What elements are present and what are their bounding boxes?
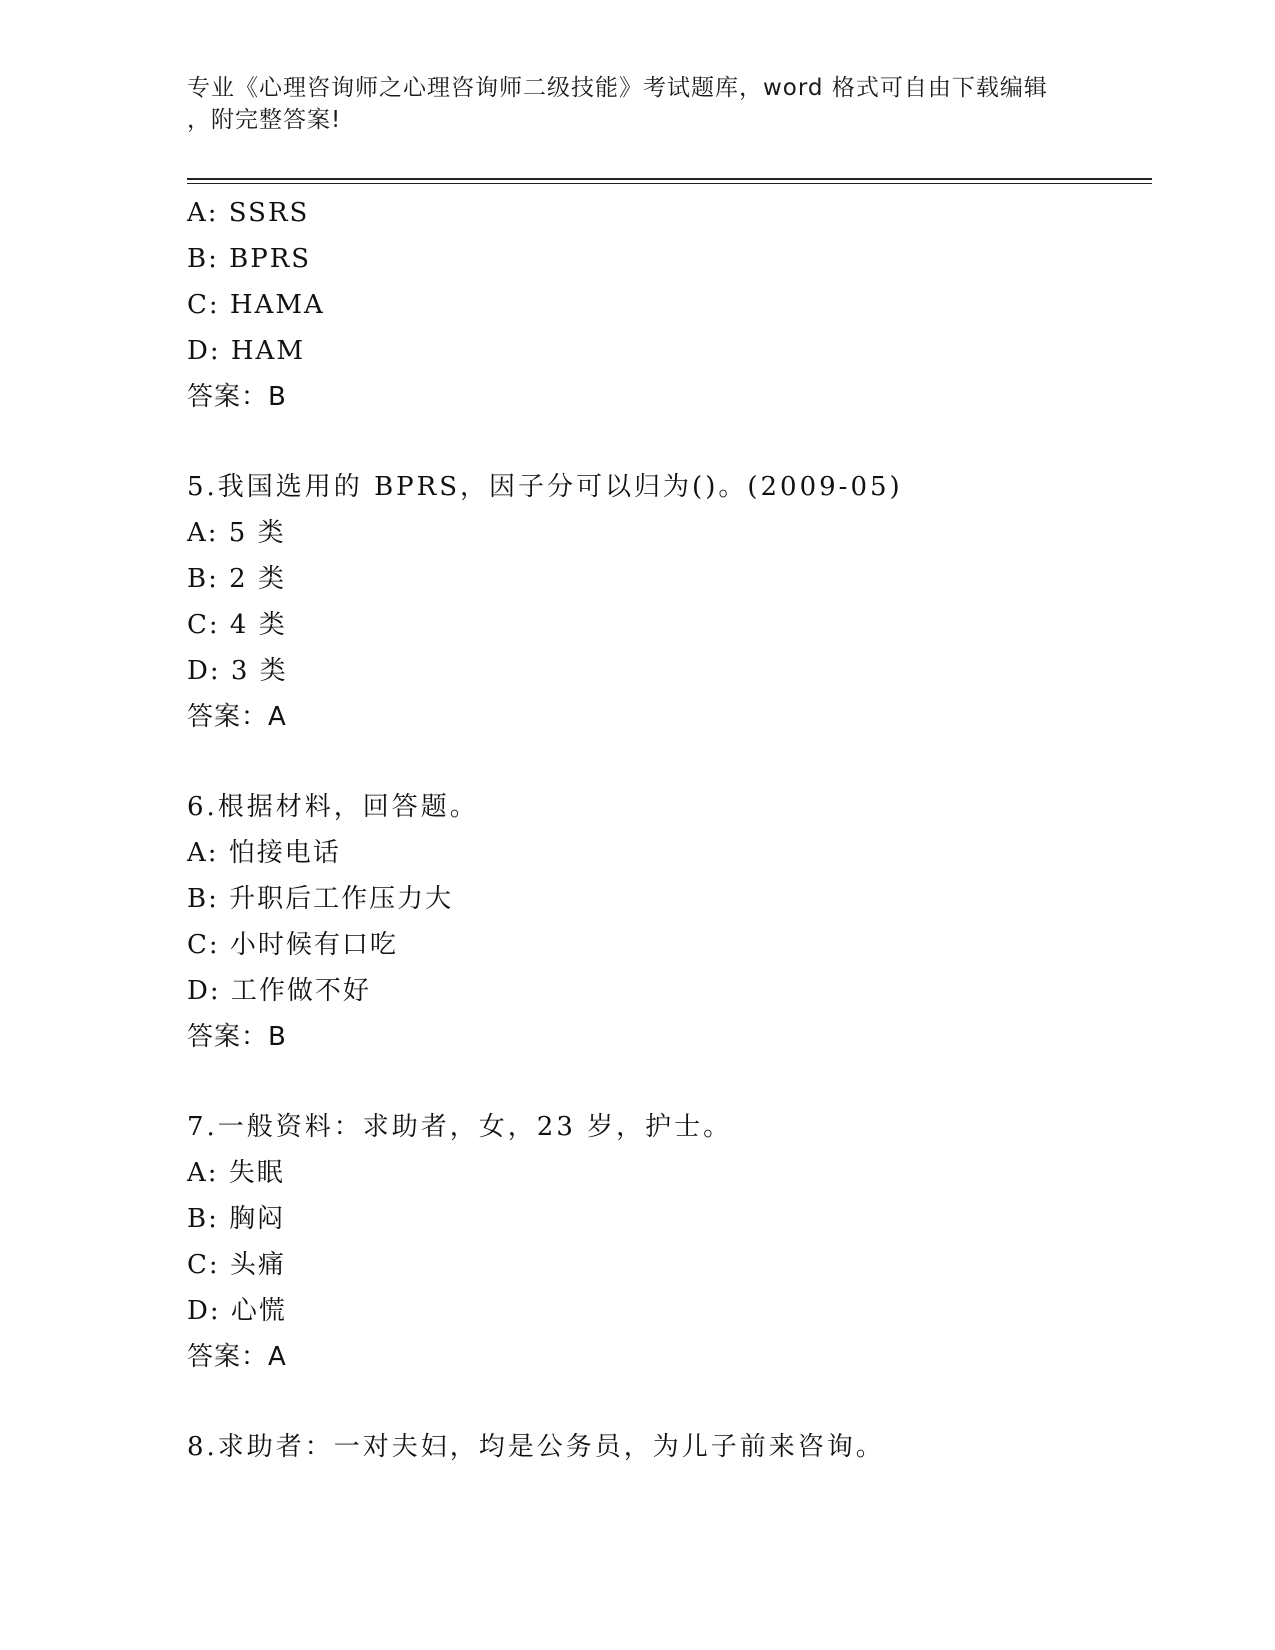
header-line-2: ，附完整答案! (187, 107, 342, 133)
question-6: 6.根据材料，回答题。 (187, 792, 479, 822)
option-c: C: 小时候有口吃 (187, 930, 398, 960)
option-a: A: 怕接电话 (187, 838, 341, 868)
header-line-1: 专业《心理咨询师之心理咨询师二级技能》考试题库，word 格式可自由下载编辑 (187, 75, 1048, 101)
question-8: 8.求助者：一对夫妇，均是公务员，为儿子前来咨询。 (187, 1432, 885, 1462)
option-d: D: HAM (187, 336, 305, 366)
answer: 答案：A (187, 1342, 287, 1372)
answer: 答案：B (187, 382, 287, 412)
option-d: D: 心慌 (187, 1296, 287, 1326)
option-a: A: 5 类 (187, 518, 286, 548)
answer: 答案：A (187, 702, 287, 732)
question-7: 7.一般资料：求助者，女，23 岁，护士。 (187, 1112, 733, 1142)
option-b: B: 2 类 (187, 564, 286, 594)
header-divider (187, 178, 1152, 180)
option-b: B: 升职后工作压力大 (187, 884, 454, 914)
header-divider-thin (187, 183, 1152, 184)
answer: 答案：B (187, 1022, 287, 1052)
spacer (187, 1060, 1152, 1104)
option-b: B: BPRS (187, 244, 312, 274)
option-b: B: 胸闷 (187, 1204, 286, 1234)
option-c: C: 4 类 (187, 610, 287, 640)
option-d: D: 工作做不好 (187, 976, 371, 1006)
question-list (187, 190, 1152, 1470)
option-a: A: 失眠 (187, 1158, 285, 1188)
spacer (187, 1380, 1152, 1424)
question-5: 5.我国选用的 BPRS，因子分可以归为()。(2009-05) (187, 472, 903, 502)
spacer (187, 740, 1152, 784)
spacer (187, 420, 1152, 464)
option-d: D: 3 类 (187, 656, 288, 686)
option-c: C: 头痛 (187, 1250, 286, 1280)
option-a: A: SSRS (187, 198, 310, 228)
option-c: C: HAMA (187, 290, 325, 320)
document-header (187, 72, 1067, 136)
